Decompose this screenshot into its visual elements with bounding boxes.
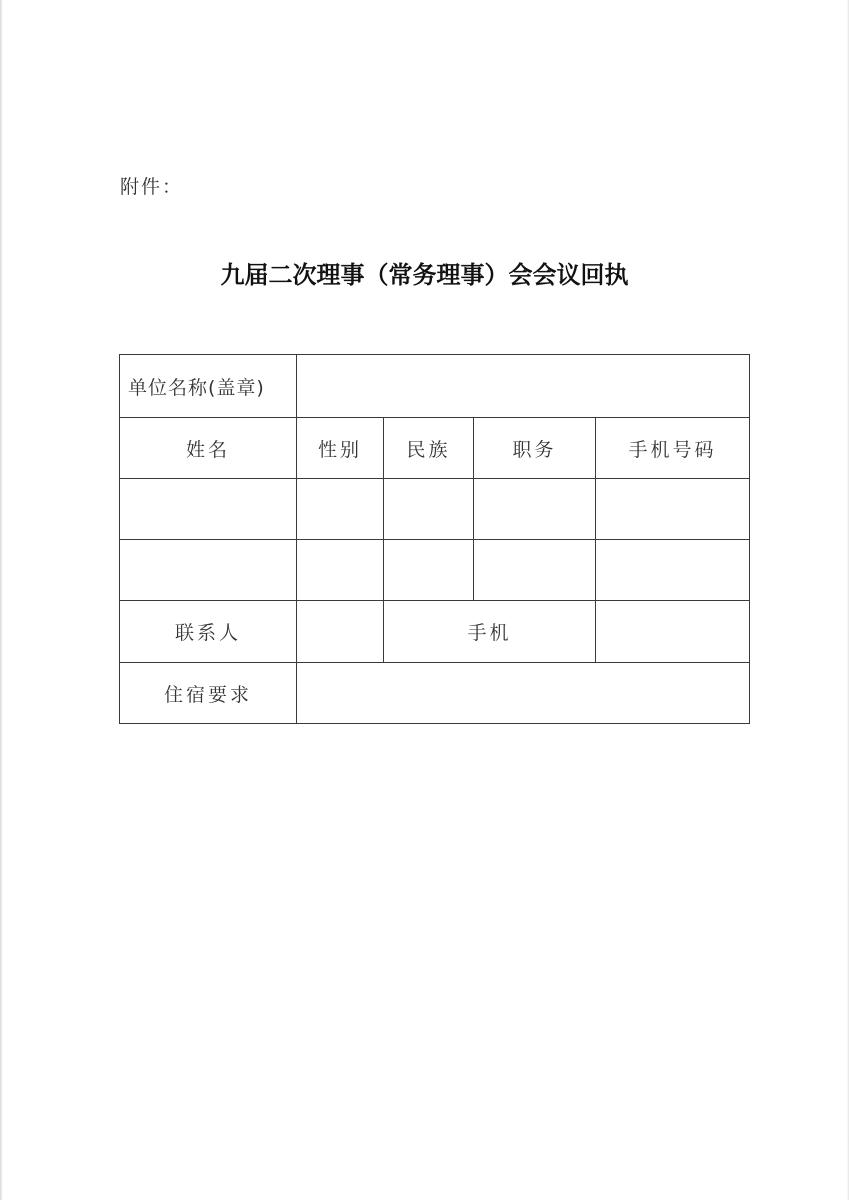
ethnicity-field[interactable] bbox=[384, 479, 474, 540]
name-field[interactable] bbox=[120, 479, 297, 540]
phone-field[interactable] bbox=[596, 601, 750, 663]
table-row bbox=[120, 479, 750, 540]
accommodation-field[interactable] bbox=[297, 663, 750, 724]
unit-name-field[interactable] bbox=[297, 355, 750, 418]
phone-label: 手机 bbox=[384, 601, 596, 663]
gender-field[interactable] bbox=[297, 479, 384, 540]
table-row bbox=[120, 355, 750, 418]
table-row bbox=[120, 540, 750, 601]
contact-label: 联系人 bbox=[120, 601, 297, 663]
page-title: 九届二次理事（常务理事）会会议回执 bbox=[220, 260, 629, 289]
receipt-form-table bbox=[119, 354, 750, 724]
mobile-field[interactable] bbox=[596, 540, 750, 601]
accommodation-label: 住宿要求 bbox=[120, 663, 297, 724]
name-field[interactable] bbox=[120, 540, 297, 601]
position-field[interactable] bbox=[474, 479, 596, 540]
header-ethnicity: 民族 bbox=[384, 418, 474, 479]
gender-field[interactable] bbox=[297, 540, 384, 601]
header-mobile: 手机号码 bbox=[596, 418, 750, 479]
position-field[interactable] bbox=[474, 540, 596, 601]
table-row bbox=[120, 601, 750, 663]
header-name: 姓名 bbox=[120, 418, 297, 479]
ethnicity-field[interactable] bbox=[384, 540, 474, 601]
unit-name-label: 单位名称(盖章) bbox=[120, 355, 297, 418]
attachment-label: 附件： bbox=[120, 176, 184, 198]
table-row bbox=[120, 663, 750, 724]
page-edge bbox=[0, 0, 3, 1200]
mobile-field[interactable] bbox=[596, 479, 750, 540]
contact-field[interactable] bbox=[297, 601, 384, 663]
table-header-row bbox=[120, 418, 750, 479]
header-gender: 性别 bbox=[297, 418, 384, 479]
header-position: 职务 bbox=[474, 418, 596, 479]
